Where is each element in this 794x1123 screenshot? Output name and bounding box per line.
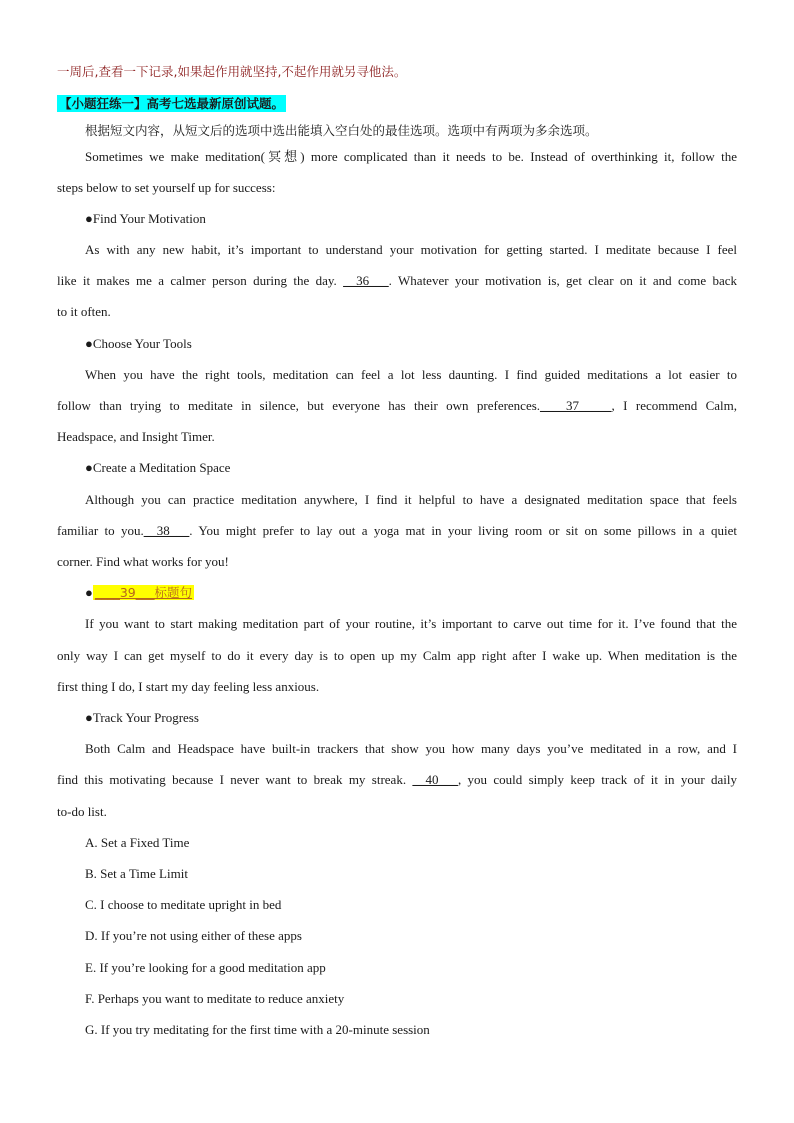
passage-line: Both Calm and Headspace have built-in trackers that show you how many days you’ve meditated in a row, and I	[85, 741, 737, 756]
section-heading: ●Choose Your Tools	[85, 336, 192, 351]
passage-line: to it often.	[57, 304, 111, 319]
passage-text: follow than trying to meditate in silence, but everyone has their own preferences.	[57, 398, 541, 413]
section-heading: ●Create a Meditation Space	[85, 460, 231, 475]
section-heading: ●Find Your Motivation	[85, 211, 206, 226]
passage-line: first thing I do, I start my day feeling less anxious.	[57, 679, 320, 694]
passage-line: steps below to set yourself up for success:	[57, 180, 276, 195]
passage-line: only way I can get myself to do it every day is to open up my Calm app right after I wake up. When meditation is the	[57, 648, 737, 663]
passage-text: , you could simply keep track of it in your daily	[457, 772, 737, 787]
option-e: E. If you’re looking for a good meditation app	[85, 960, 326, 975]
passage-text: . Whatever your motivation is, get clear on it and come back	[388, 273, 737, 288]
passage-line	[57, 273, 737, 289]
passage-text: . You might prefer to lay out a yoga mat in your living room or sit on some pillows in a quiet	[189, 523, 737, 538]
passage-text: find this motivating because I never want to break my streak.	[57, 772, 413, 787]
intro-note: 一周后,查看一下记录,如果起作用就坚持,不起作用就另寻他法。	[57, 64, 407, 79]
bullet: ●	[85, 585, 93, 600]
passage-line: When you have the right tools, meditation can feel a lot less daunting. I find guided meditations a lot easier to	[85, 367, 737, 382]
section-heading-39	[85, 585, 194, 601]
blank-39: ____39___标题句	[94, 585, 193, 600]
passage-line: Although you can practice meditation anywhere, I find it helpful to have a designated meditation space that feels	[85, 492, 737, 507]
passage-text: , I recommend Calm,	[611, 398, 738, 413]
option-f: F. Perhaps you want to meditate to reduce anxiety	[85, 991, 345, 1006]
passage-line	[57, 398, 737, 414]
blank-40: __40___	[412, 772, 458, 787]
passage-line: Sometimes we make meditation(冥想) more complicated than it needs to be. Instead of overthinking it, follow the	[85, 149, 737, 164]
passage-text: familiar to you.	[57, 523, 144, 538]
blank-36: __36___	[343, 273, 389, 288]
option-a: A. Set a Fixed Time	[85, 835, 190, 850]
option-g: G. If you try meditating for the first time with a 20-minute session	[85, 1022, 430, 1037]
blank-38: __38___	[143, 523, 190, 538]
passage-line	[57, 772, 737, 788]
blank-37: ____37_____	[540, 398, 612, 413]
instructions: 根据短文内容，从短文后的选项中选出能填入空白处的最佳选项。选项中有两项为多余选项。	[85, 123, 598, 138]
exercise-header-wrap	[57, 96, 286, 112]
section-heading: ●Track Your Progress	[85, 710, 199, 725]
passage-line: If you want to start making meditation part of your routine, it’s important to carve out time for it. I’ve found that the	[85, 616, 737, 631]
passage-text: like it makes me a calmer person during the day.	[57, 273, 344, 288]
exercise-header: 【小题狂练一】高考七选最新原创试题。	[59, 96, 285, 111]
passage-line: As with any new habit, it’s important to understand your motivation for getting started. I meditate because I feel	[85, 242, 737, 257]
option-c: C. I choose to meditate upright in bed	[85, 897, 282, 912]
option-b: B. Set a Time Limit	[85, 866, 188, 881]
passage-line: Headspace, and Insight Timer.	[57, 429, 215, 444]
passage-line: to-do list.	[57, 804, 107, 819]
passage-line: corner. Find what works for you!	[57, 554, 229, 569]
passage-line	[57, 523, 737, 539]
option-d: D. If you’re not using either of these apps	[85, 928, 302, 943]
